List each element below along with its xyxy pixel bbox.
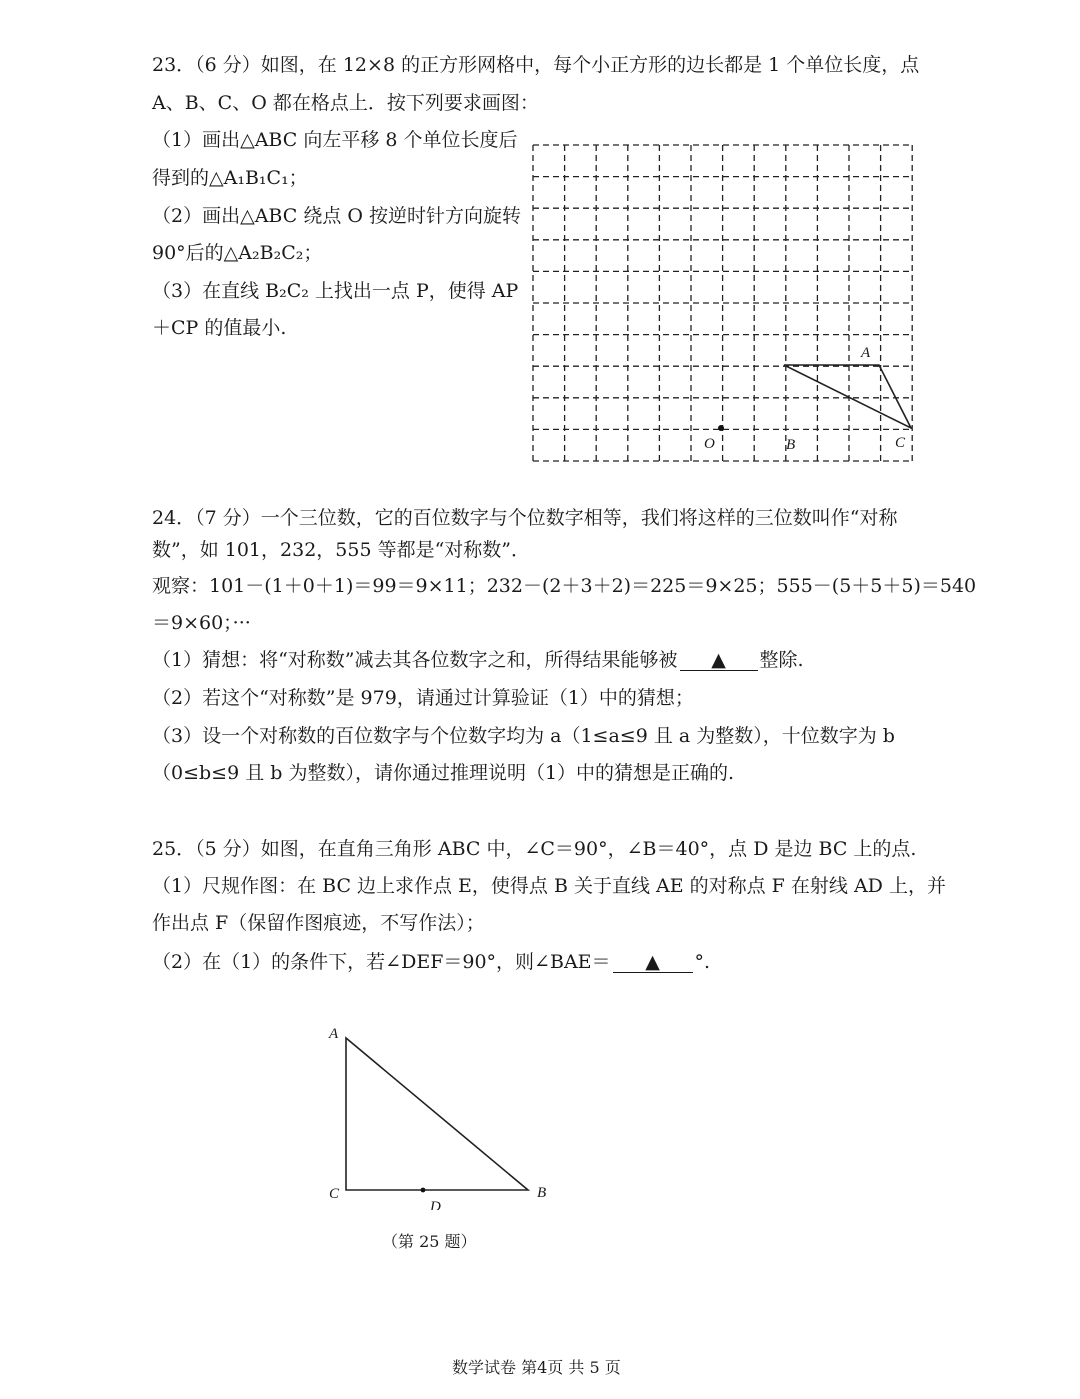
q25-part2-post: °. (694, 951, 711, 973)
label-d: D (430, 1199, 441, 1210)
q23-part1a: （1）画出△ABC 向左平移 8 个单位长度后 (152, 129, 518, 151)
label-a: A (329, 1026, 339, 1042)
q24-line2: 数”，如 101，232，555 等都是“对称数”． (152, 539, 531, 561)
q25-answer-blank: ▲ (613, 952, 693, 973)
q24-line3: 观察：101－(1＋0＋1)＝99＝9×11；232－(2＋3＋2)＝225＝9×25；555－(5＋5＋5)＝540 (152, 575, 977, 597)
q25-caption: （第 25 题） (382, 1232, 477, 1251)
page-footer: 数学试卷 第4页 共 5 页 (452, 1358, 621, 1377)
label-a: A (861, 345, 871, 361)
q23-line2: A、B、C、O 都在格点上．按下列要求画图： (152, 92, 539, 114)
q25-part2 (152, 950, 710, 974)
q24-part2: （2）若这个“对称数”是 979，请通过计算验证（1）中的猜想； (152, 687, 694, 709)
triangle-abc-right (346, 1038, 528, 1190)
label-b: B (537, 1185, 547, 1201)
q24-part1-post: 整除. (759, 649, 804, 671)
q24-part1-pre: （1）猜想：将“对称数”减去其各位数字之和，所得结果能够被 (152, 649, 678, 671)
q25-line1: 25．（5 分）如图，在直角三角形 ABC 中，∠C＝90°，∠B＝40°，点 D 是边 BC 上的点. (152, 838, 917, 860)
q23-part1b: 得到的△A₁B₁C₁； (152, 167, 308, 189)
q23-line1: 23．（6 分）如图，在 12×8 的正方形网格中，每个小正方形的边长都是 1 个单位长度，点 (152, 54, 920, 76)
label-o: O (704, 436, 715, 452)
q24-part3b: （0≤b≤9 且 b 为整数），请你通过推理说明（1）中的猜想是正确的. (152, 762, 735, 784)
q24-answer-blank: ▲ (680, 650, 758, 671)
label-c: C (329, 1186, 340, 1202)
q24-line4: ＝9×60；··· (152, 612, 251, 634)
q23-part2b: 90°后的△A₂B₂C₂； (152, 242, 323, 264)
q24-part1 (152, 648, 804, 672)
q23-part3a: （3）在直线 B₂C₂ 上找出一点 P，使得 AP (152, 280, 519, 302)
q25-part2-pre: （2）在（1）的条件下，若∠DEF＝90°，则∠BAE＝ (152, 951, 611, 973)
q23-part2a: （2）画出△ABC 绕点 O 按逆时针方向旋转 (152, 205, 521, 227)
q23-part3b: ＋CP 的值最小. (152, 317, 287, 339)
q25-triangle-figure (320, 1020, 560, 1210)
label-c: C (895, 435, 906, 451)
q23-grid-figure (520, 135, 930, 475)
dashed-grid (533, 145, 912, 461)
triangle-abc (784, 365, 911, 428)
q24-line1: 24．（7 分）一个三位数，它的百位数字与个位数字相等，我们将这样的三位数叫作“对称 (152, 507, 898, 529)
point-d (421, 1188, 426, 1193)
q24-part3a: （3）设一个对称数的百位数字与个位数字均为 a（1≤a≤9 且 a 为整数），十位数字为 b (152, 725, 895, 747)
label-b: B (786, 437, 796, 453)
q25-part1b: 作出点 F（保留作图痕迹，不写作法）； (152, 912, 485, 934)
q25-part1a: （1）尺规作图：在 BC 边上求作点 E，使得点 B 关于直线 AE 的对称点 F 在射线 AD 上，并 (152, 875, 946, 897)
point-o (718, 425, 724, 431)
